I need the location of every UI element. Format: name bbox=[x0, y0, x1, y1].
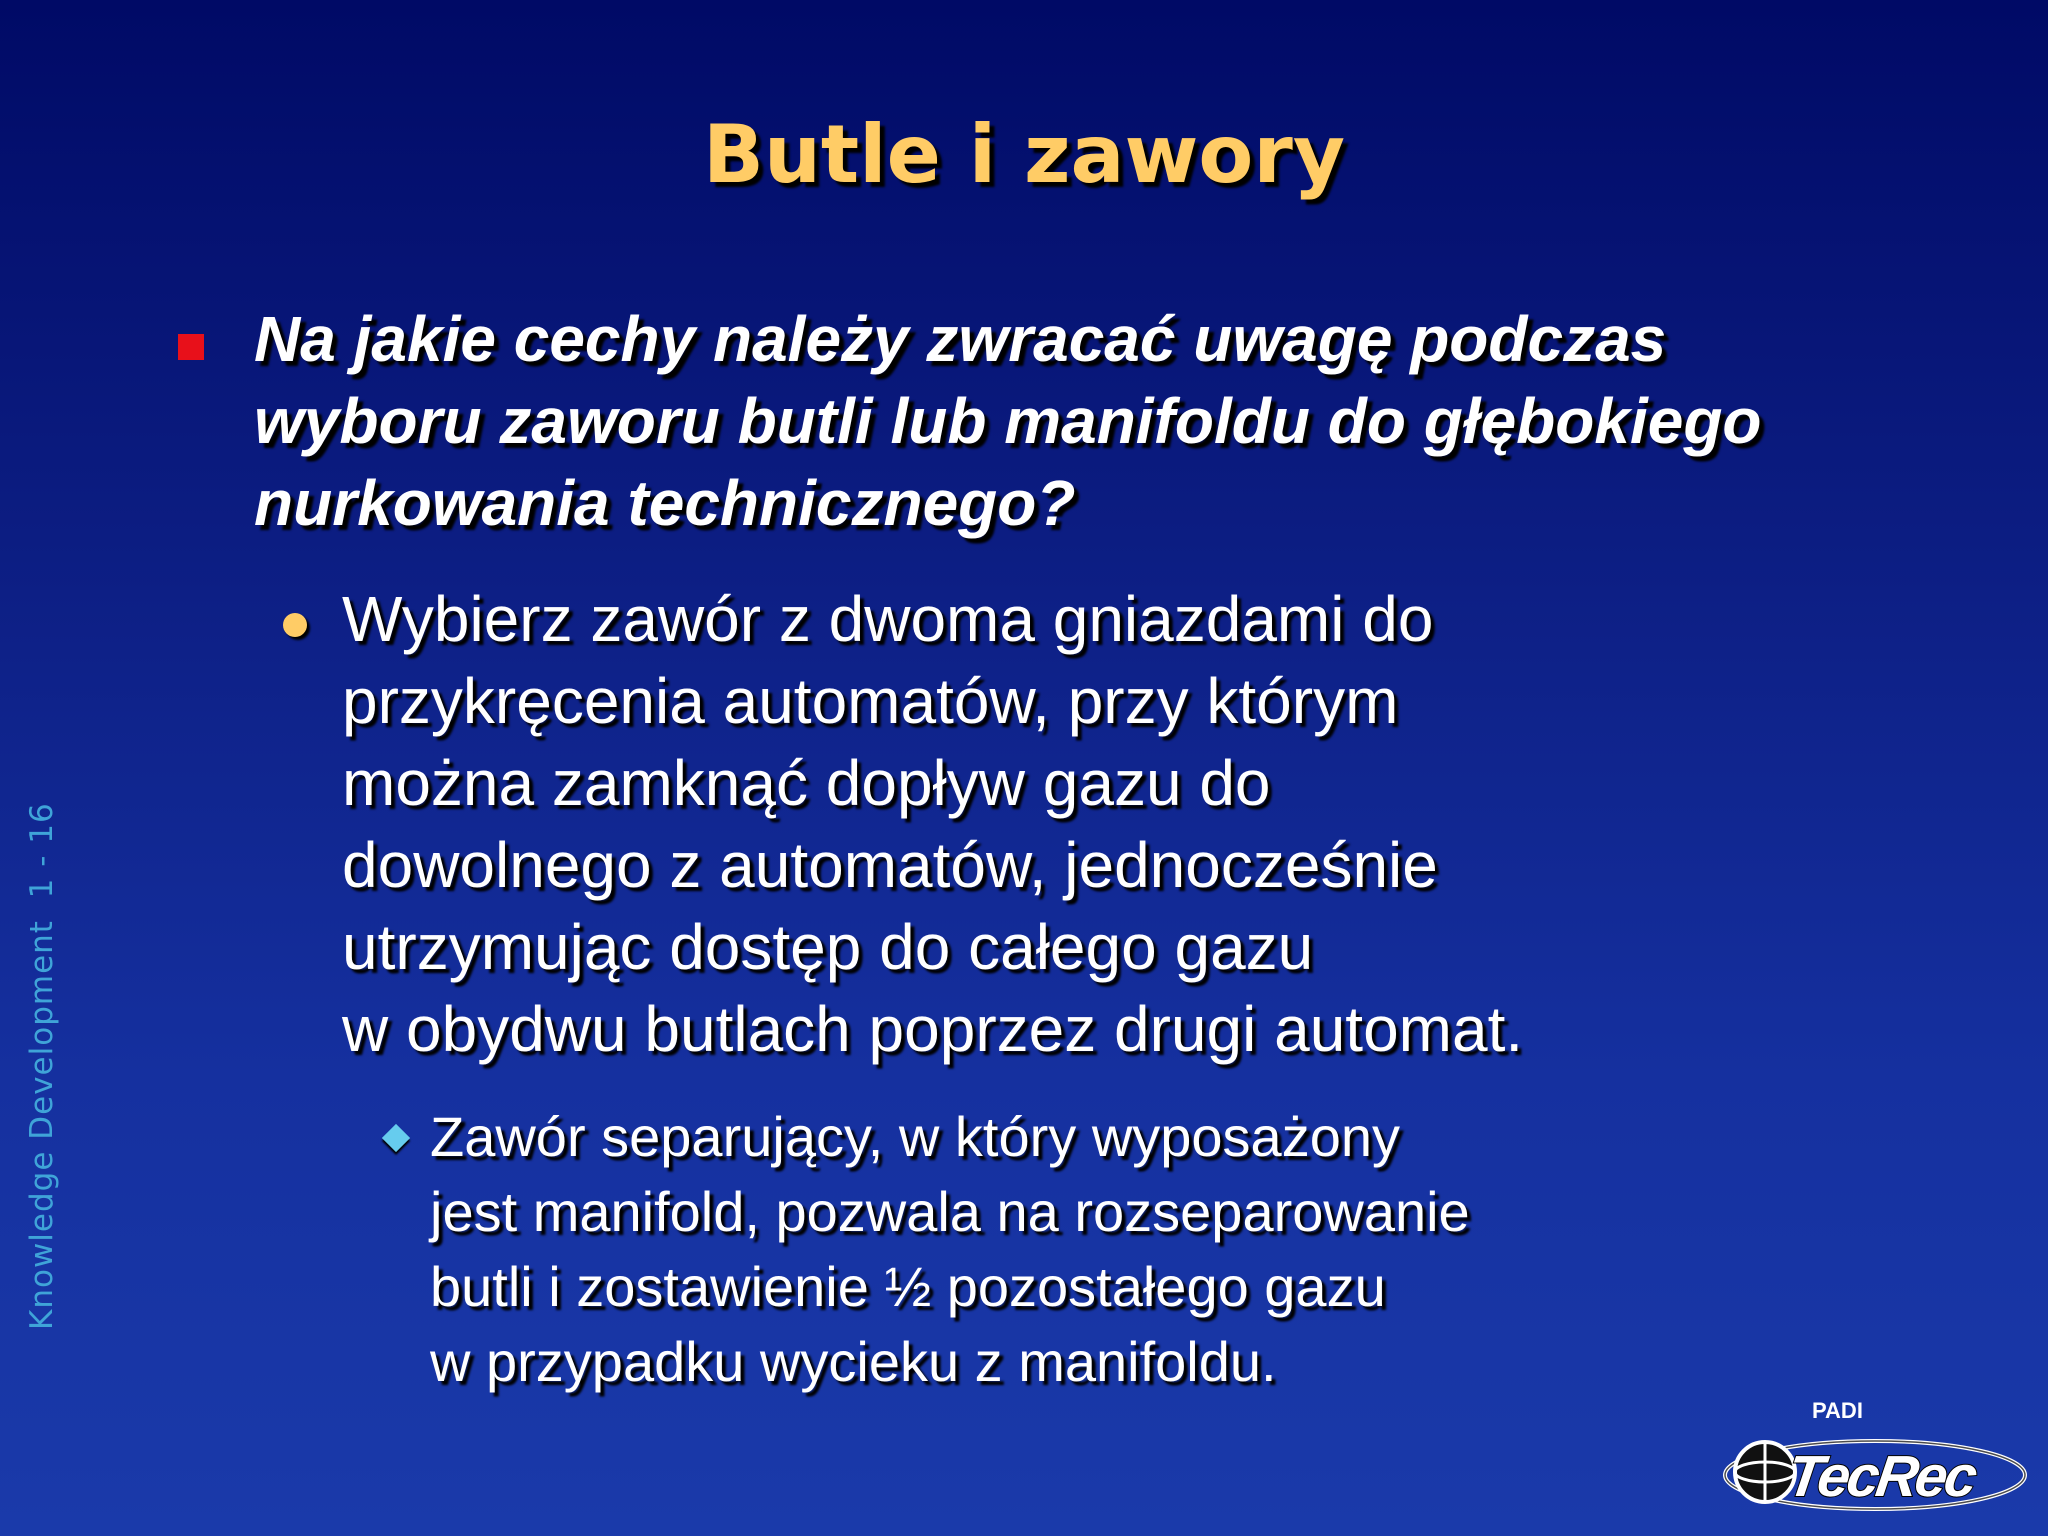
note-text bbox=[430, 1099, 1730, 1399]
diamond-bullet-icon bbox=[382, 1124, 410, 1152]
question-text bbox=[254, 298, 1954, 544]
answer-line: przykręcenia automatów, przy którym bbox=[342, 665, 1399, 737]
question-line: wyboru zaworu butli lub manifoldu do głębokiego bbox=[254, 385, 1762, 457]
square-bullet-icon bbox=[178, 334, 204, 360]
note-line: Zawór separujący, w który wyposażony bbox=[430, 1105, 1400, 1168]
question-line: Na jakie cechy należy zwracać uwagę podczas bbox=[254, 303, 1667, 375]
logo-main-text: TecRec bbox=[1783, 1444, 1979, 1509]
logo-top-text: PADI bbox=[1812, 1398, 1863, 1423]
note-line: w przypadku wycieku z manifoldu. bbox=[430, 1330, 1277, 1393]
padi-tecrec-logo bbox=[1700, 1390, 2030, 1520]
question-line: nurkowania technicznego? bbox=[254, 467, 1076, 539]
side-label: Knowledge Development 1 - 16 bbox=[24, 802, 60, 1330]
dot-bullet-icon bbox=[283, 613, 307, 637]
note-line: butli i zostawienie ½ pozostałego gazu bbox=[430, 1255, 1386, 1318]
answer-line: można zamknąć dopływ gazu do bbox=[342, 747, 1271, 819]
note-line: jest manifold, pozwala na rozseparowanie bbox=[430, 1180, 1470, 1243]
answer-line: Wybierz zawór z dwoma gniazdami do bbox=[342, 583, 1434, 655]
slide-title: Butle i zawory bbox=[703, 108, 1345, 201]
answer-text bbox=[342, 578, 1742, 1070]
answer-line: w obydwu butlach poprzez drugi automat. bbox=[342, 993, 1524, 1065]
answer-line: dowolnego z automatów, jednocześnie bbox=[342, 829, 1438, 901]
answer-line: utrzymując dostęp do całego gazu bbox=[342, 911, 1314, 983]
